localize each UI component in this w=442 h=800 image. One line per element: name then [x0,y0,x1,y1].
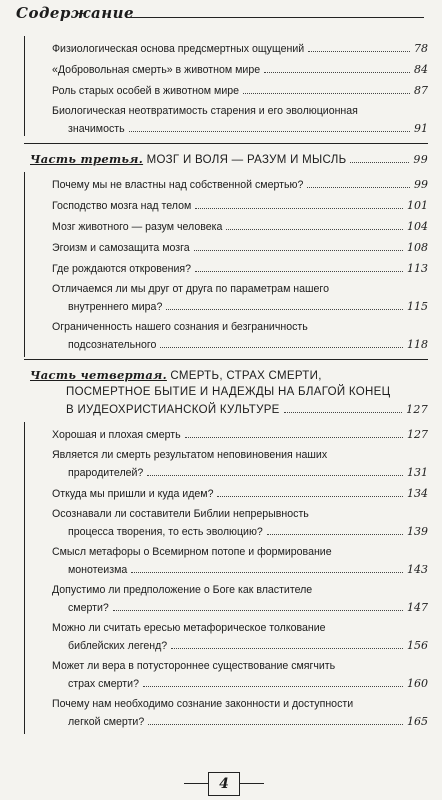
toc-page-number: 143 [407,563,428,576]
toc-entry-line [52,176,428,193]
toc-entry-title: Осознавали ли составители Библии непрерывность [52,508,309,520]
toc-page-number: 134 [407,487,428,500]
toc-entry-title: Может ли вера в потустороннее существование смягчить [52,660,336,672]
part-title: В ИУДЕОХРИСТИАНСКОЙ КУЛЬТУРЕ [66,404,280,416]
toc-entry [52,426,428,443]
section-rule [24,143,428,144]
toc-entry-line [52,658,428,675]
toc-entry [52,103,428,137]
toc-entry-line [52,120,428,137]
toc-entry [52,82,428,99]
toc-page-number: 139 [407,525,428,538]
toc-entry [52,582,428,616]
toc-entry-line [52,40,428,57]
toc-entry-line [52,426,428,443]
toc-entry [52,260,428,277]
dot-leader [284,411,402,413]
toc-entry-line [52,197,428,214]
part-prefix: Часть третья. [30,152,144,166]
dot-leader [166,308,403,310]
toc-entry-title: Господство мозга над телом [52,200,192,212]
footer-rule-right [240,783,264,784]
toc-entry-line [52,82,428,99]
toc-entry-title: Отличаемся ли мы друг от друга по параметрам нашего [52,283,329,295]
dot-leader [131,571,403,573]
header-rule [126,17,424,18]
toc-entry-title: процесса творения, то есть эволюцию? [68,526,263,538]
toc-page-number: 127 [407,428,428,441]
toc-page-number: 165 [407,715,428,728]
toc-entry-line [52,336,428,353]
toc-entry [52,40,428,57]
toc-entry-title: Где рождаются откровения? [52,263,192,275]
part-prefix: Часть четвертая. [30,368,167,382]
dot-leader [113,609,403,611]
toc-entry-title: значимость [68,123,125,135]
toc-page-number: 101 [407,199,428,212]
toc-entry [52,658,428,692]
toc-entry [52,61,428,78]
dot-leader [195,207,403,209]
dot-leader [160,346,403,348]
dot-leader [243,92,410,94]
toc-page-number: 108 [407,241,428,254]
dot-leader [195,270,403,272]
toc-entry-line [52,599,428,616]
toc-page-number: 160 [407,677,428,690]
toc-entry-line [52,447,428,464]
toc-entry-title: Можно ли считать ересью метафорическое толкование [52,622,326,634]
section-vertical-rule [24,36,25,136]
toc-page-number: 104 [407,220,428,233]
toc-entry-title: Почему мы не властны над собственной смертью? [52,179,304,191]
toc-page-number: 131 [407,466,428,479]
toc-entry-line [52,561,428,578]
toc-entry-title: Роль старых особей в животном мире [52,85,240,97]
toc-entry-line [52,281,428,298]
toc-entry-line [52,260,428,277]
toc-entry-line [52,713,428,730]
dot-leader [185,436,403,438]
toc-entry [52,281,428,315]
toc-entry-line [52,506,428,523]
toc-entry [52,544,428,578]
toc-page-number: 84 [414,63,428,76]
part-heading [30,151,428,168]
toc-entry-line [52,61,428,78]
dot-leader [226,228,403,230]
toc-page-number: 87 [414,84,428,97]
toc-entry-title: библейских легенд? [68,640,168,652]
part-page-number: 127 [406,403,428,416]
toc-entry [52,319,428,353]
toc-entry-title: Эгоизм и самозащита мозга [52,242,190,254]
section-rule [24,359,428,360]
toc-entry-title: прародителей? [68,467,144,479]
part-heading-line [30,367,428,384]
toc-entry-line [52,218,428,235]
toc-entry-line [52,239,428,256]
toc-entry-line [52,319,428,336]
toc-entry-line [52,298,428,315]
toc-entry [52,620,428,654]
toc-entry [52,696,428,730]
dot-leader [194,249,403,251]
part-heading [30,367,428,418]
toc-entry-title: Почему нам необходимо сознание законности и доступности [52,698,354,710]
toc-entry-title: легкой смерти? [68,716,145,728]
toc-entry-line [52,464,428,481]
toc-entry-line [52,620,428,637]
toc-entry-title: внутреннего мира? [68,301,163,313]
toc-page-number: 113 [407,262,428,275]
footer-rule-left [184,783,208,784]
dot-leader [217,495,403,497]
part-page-number: 99 [413,153,428,166]
toc-page-number: 91 [414,122,428,135]
dot-leader [129,130,410,132]
part-heading-line [30,401,428,418]
toc-entry-title: Допустимо ли предположение о Боге как властителе [52,584,313,596]
toc-entry-title: смерти? [68,602,109,614]
toc-entry [52,176,428,193]
part-title: ПОСМЕРТНОЕ БЫТИЕ И НАДЕЖДЫ НА БЛАГОЙ КОНЕЦ [66,386,391,398]
toc-entry-line [52,582,428,599]
part-title: МОЗГ И ВОЛЯ — РАЗУМ И МЫСЛЬ [146,154,347,166]
toc-entry [52,485,428,502]
toc-entry [52,447,428,481]
toc-entry-line [52,696,428,713]
toc-entry [52,218,428,235]
toc-page-number: 78 [414,42,428,55]
page-title: Содержание [16,4,135,22]
toc-page-number: 115 [407,300,428,313]
page-footer [0,770,442,796]
dot-leader [171,647,403,649]
toc-page-number: 156 [407,639,428,652]
toc-entry-title: Ограниченность нашего сознания и безграничность [52,321,308,333]
toc-entry-title: Смысл метафоры о Всемирном потопе и формирование [52,546,332,558]
part-title: СМЕРТЬ, СТРАХ СМЕРТИ, [170,370,322,382]
toc-entry-line [52,523,428,540]
dot-leader [307,186,410,188]
toc-entry [52,506,428,540]
toc-page-number: 118 [407,338,428,351]
toc-page-number: 147 [407,601,428,614]
toc-entry-title: Хорошая и плохая смерть [52,429,181,441]
dot-leader [267,533,403,535]
toc-entry-line [52,485,428,502]
section-vertical-rule [24,422,25,734]
toc-entry-line [52,675,428,692]
toc-entry-title: Мозг животного — разум человека [52,221,223,233]
toc-entry-title: Физиологическая основа предсмертных ощущений [52,43,305,55]
toc-entry-line [52,544,428,561]
toc-entry-line [52,103,428,120]
dot-leader [143,685,403,687]
toc-entry-title: Откуда мы пришли и куда идем? [52,488,214,500]
toc-entry-title: страх смерти? [68,678,139,690]
section-vertical-rule [24,172,25,357]
toc-entry [52,239,428,256]
toc-entry-title: Является ли смерть результатом неповиновения наших [52,449,328,461]
page-number: 4 [208,772,240,796]
toc-entry-title: подсознательного [68,339,157,351]
dot-leader [308,50,410,52]
toc-entry-title: монотеизма [68,564,128,576]
toc-page-number: 99 [414,178,428,191]
page-header [0,0,442,30]
dot-leader [264,71,410,73]
toc-entry-title: Биологическая неотвратимость старения и его эволюционная [52,105,358,117]
part-heading-line [30,384,428,401]
toc-entry-line [52,637,428,654]
part-heading-line [30,151,428,168]
dot-leader [148,723,403,725]
dot-leader [147,474,403,476]
toc-entry-title: «Добровольная смерть» в животном мире [52,64,261,76]
dot-leader [350,161,409,163]
toc-entry [52,197,428,214]
